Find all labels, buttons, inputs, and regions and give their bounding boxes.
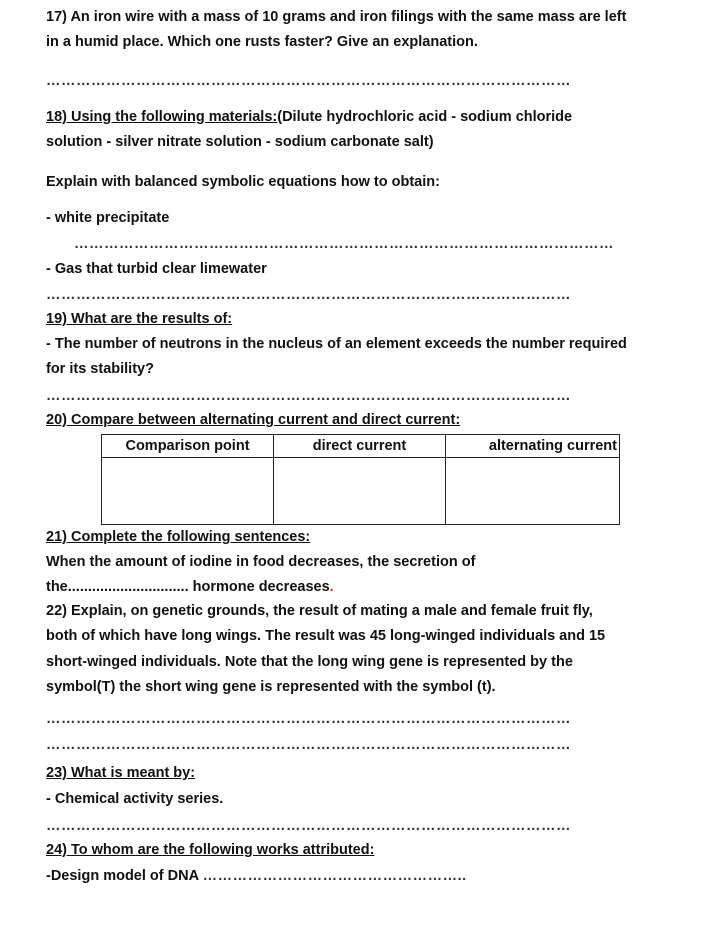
table-header-cell: direct current: [274, 435, 446, 458]
q21-text-line1: When the amount of iodine in food decreases, the secretion of: [46, 554, 476, 570]
q21-heading: 21) Complete the following sentences:: [46, 529, 311, 545]
q18-heading-rest: (Dilute hydrochloric acid - sodium chloride: [277, 109, 573, 125]
q22-text-line4: symbol(T) the short wing gene is represented with the symbol (t).: [46, 679, 496, 695]
table-row: [102, 458, 620, 525]
q18-answer-line-1: ………………………………………………………………………………………………: [74, 236, 614, 252]
q23-heading: 23) What is meant by:: [46, 765, 196, 781]
table-header-cell: alternating current: [446, 435, 620, 458]
q23-answer-line: ……………………………………………………………………………………………: [46, 818, 571, 834]
q23-text-line1: - Chemical activity series.: [46, 791, 224, 807]
q22-text-line3: short-winged individuals. Note that the long wing gene is represented by the: [46, 654, 573, 670]
q19-text-line1: - The number of neutrons in the nucleus of an element exceeds the number required: [46, 336, 627, 352]
q17-text-line2: in a humid place. Which one rusts faster? Give an explanation.: [46, 34, 478, 50]
table-cell-alternating-current[interactable]: [446, 458, 620, 525]
comparison-table: [101, 434, 620, 525]
q17-text-line1: 17) An iron wire with a mass of 10 grams and iron filings with the same mass are left: [46, 9, 627, 25]
table-header-row: [102, 435, 620, 458]
q21-text-line2: [46, 577, 334, 597]
q22-text-line1: 22) Explain, on genetic grounds, the result of mating a male and female fruit fly,: [46, 603, 593, 619]
q17-answer-line: ……………………………………………………………………………………………: [46, 73, 571, 89]
q18-answer-line-2: ……………………………………………………………………………………………: [46, 287, 571, 303]
table-cell-comparison-point[interactable]: [102, 458, 274, 525]
q18-instruction: Explain with balanced symbolic equations how to obtain:: [46, 174, 440, 190]
q24-heading: 24) To whom are the following works attributed:: [46, 842, 375, 858]
q18-heading-line: [46, 107, 572, 127]
q18-text-line2: solution - silver nitrate solution - sodium carbonate salt): [46, 134, 434, 150]
q24-text-line1: [46, 866, 467, 886]
q24-answer-dots: ……………………………………………..: [202, 868, 467, 884]
table-cell-direct-current[interactable]: [274, 458, 446, 525]
q19-heading: 19) What are the results of:: [46, 311, 233, 327]
q19-answer-line: ……………………………………………………………………………………………: [46, 388, 571, 404]
q21-period: .: [329, 579, 334, 595]
q19-text-line2: for its stability?: [46, 361, 154, 377]
q18-item-gas: - Gas that turbid clear limewater: [46, 261, 267, 277]
q24-dna-label: -Design model of DNA: [46, 868, 203, 884]
q18-item-white-precipitate: - white precipitate: [46, 210, 170, 226]
q22-text-line2: both of which have long wings. The result was 45 long-winged individuals and 15: [46, 628, 606, 644]
table-header-cell: Comparison point: [102, 435, 274, 458]
q20-heading: 20) Compare between alternating current and direct current:: [46, 412, 461, 428]
q18-heading: 18) Using the following materials:: [46, 109, 278, 125]
q22-answer-line-1: ……………………………………………………………………………………………: [46, 711, 571, 727]
q21-line2-text: the.............................. hormone decreases: [46, 579, 330, 595]
q22-answer-line-2: ……………………………………………………………………………………………: [46, 737, 571, 753]
